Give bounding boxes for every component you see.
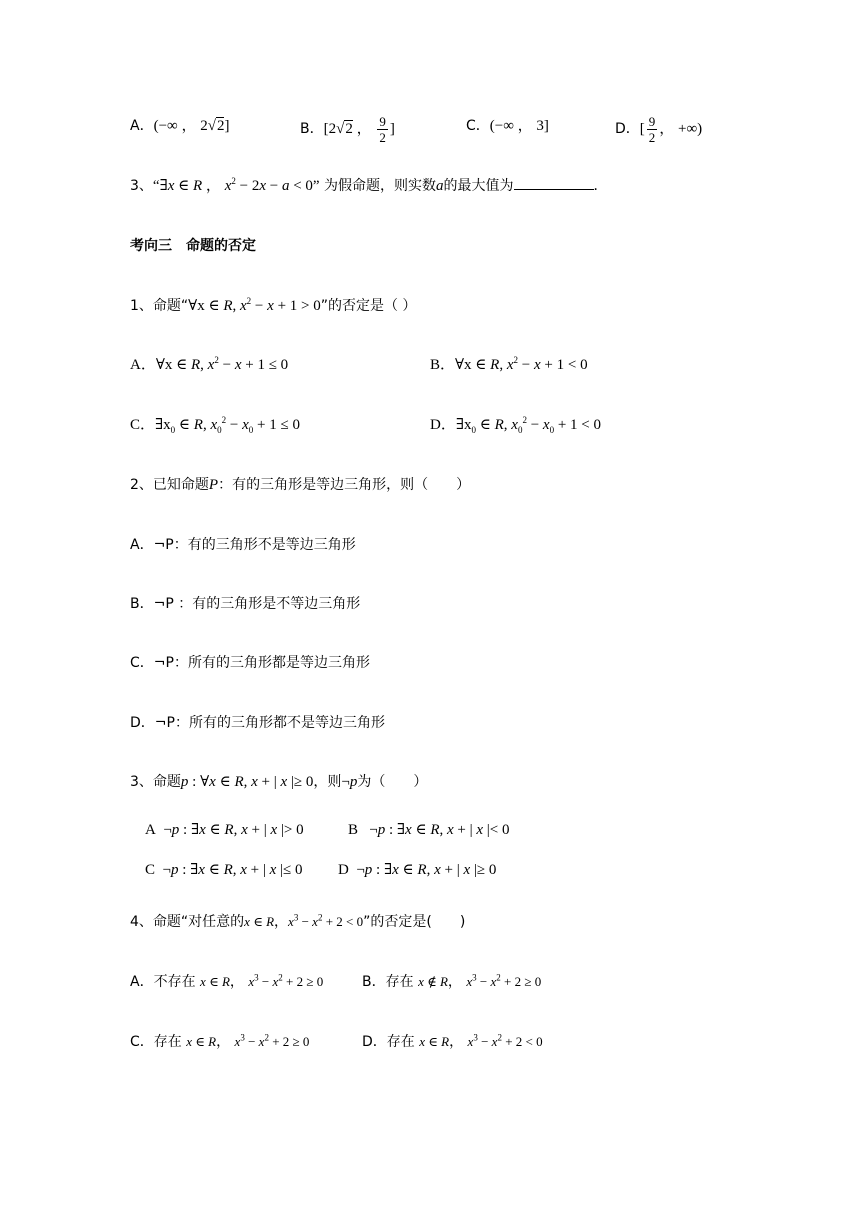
- stem-pre: 3、命题: [130, 774, 181, 790]
- stem-sep: ，: [274, 914, 289, 930]
- neg-question-4: [130, 910, 465, 934]
- stem-pre: 2、已知命题: [130, 477, 209, 493]
- neg-q4-option-b: B．存在 x ∉ R， $x^3 - x^2 + 2 \ge 0$: [362, 972, 542, 990]
- stem-math: p : ∀x ∈ R, x + | x |≥ 0: [180, 774, 314, 790]
- neg-q2-option-a: A．¬P：有的三角形不是等边三角形: [130, 537, 356, 553]
- q2-option-c: [466, 114, 549, 138]
- neg-q3-option-c: C ¬p : ∃x ∈ R, x + | x |≤ 0: [145, 862, 303, 878]
- stem-post: ”的否定是（ ）: [320, 298, 417, 314]
- neg-q2-option-b: B．¬P ：有的三角形是不等边三角形: [130, 596, 361, 612]
- option-c-label: C．: [466, 118, 490, 134]
- option-a-label: A．: [130, 118, 154, 134]
- stem-pre: 4、命题“对任意的: [130, 914, 245, 930]
- stem-math: ∀x ∈ R, $x^2 - x + 1 > 0$: [188, 296, 321, 314]
- neg-q1-option-d: D．$\exists x_0$ ∈ R, $x_0^2 - x_0 + 1 < 0$: [430, 415, 601, 435]
- neg-question-3: [130, 770, 427, 794]
- neg-q1-option-a: A．∀x ∈ R, $x^2 - x + 1 \le 0$: [130, 355, 289, 373]
- section-heading: 考向三 命题的否定: [130, 238, 256, 254]
- neg-q2-option-c: C．¬P：所有的三角形都是等边三角形: [130, 655, 370, 671]
- neg-q1-option-b: B．∀x ∈ R, $x^2 - x + 1 < 0$: [430, 355, 588, 373]
- neg-question-2: [130, 473, 470, 497]
- stem-mid: ，则: [313, 774, 342, 790]
- neg-q4-option-d: D．存在 x ∈ R， $x^3 - x^2 + 2 < 0$: [362, 1032, 543, 1050]
- neg-q3-option-b: B ¬p : ∃x ∈ R, x + | x |< 0: [348, 822, 510, 838]
- question-text-post: 的最大值为: [443, 178, 514, 194]
- stem-pre: 1、命题“: [130, 298, 189, 314]
- variable-a: a: [436, 178, 444, 194]
- q2-option-b: [300, 114, 395, 145]
- neg-q4-option-c: C．存在 x ∈ R， $x^3 - x^2 + 2 \ge 0$: [130, 1032, 310, 1050]
- question-math: “∃x ∈ R ， $x^2 - 2x - a < 0$”: [152, 176, 320, 194]
- option-c-value: (−∞ ， 3]: [489, 118, 549, 134]
- stem-math-1: x ∈ R: [244, 914, 275, 929]
- answer-blank: [514, 175, 594, 190]
- neg-question-1: [130, 294, 416, 318]
- fraction-nine-halves: $\frac{9}{2}$: [379, 114, 386, 145]
- option-d-label: D．: [615, 120, 640, 137]
- negation-p: ¬p: [341, 774, 358, 790]
- neg-q3-option-d: D ¬p : ∃x ∈ R, x + | x |≥ 0: [338, 862, 497, 878]
- q2-option-d: [615, 114, 703, 145]
- variable-p: P: [208, 477, 219, 493]
- option-b-label: B．: [300, 120, 324, 137]
- question-end: ．: [593, 178, 608, 194]
- q2-option-a: [130, 114, 229, 138]
- fraction-nine-halves: $\frac{9}{2}$: [648, 114, 656, 145]
- question-3-fill-blank: [130, 174, 608, 198]
- question-text: 为假命题，则实数: [319, 178, 437, 194]
- question-number: 3、: [130, 178, 153, 194]
- neg-q1-option-c: C．$\exists x_0$ ∈ R, $x_0^2 - x_0 + 1 \le 0$: [130, 415, 300, 435]
- stem-post: ：有的三角形是等边三角形，则（ ）: [218, 477, 471, 493]
- option-b-value: [2√2 ， $\frac{9}{2}$ ]: [323, 114, 395, 145]
- stem-post: ”的否定是( ): [363, 914, 466, 930]
- option-d-value: [ $\frac{9}{2}$ ， +∞): [639, 114, 703, 145]
- stem-post: 为（ ）: [357, 774, 428, 790]
- neg-q4-option-a: A．不存在 x ∈ R， $x^3 - x^2 + 2 \ge 0$: [130, 972, 324, 990]
- neg-q3-option-a: A ¬p : ∃x ∈ R, x + | x |> 0: [145, 822, 304, 838]
- option-a-value: (−∞ ， 2√2]: [153, 118, 230, 134]
- neg-q2-option-d: D．¬P：所有的三角形都不是等边三角形: [130, 715, 385, 731]
- stem-math-2: $x^3 - x^2 + 2 < 0$: [288, 912, 364, 929]
